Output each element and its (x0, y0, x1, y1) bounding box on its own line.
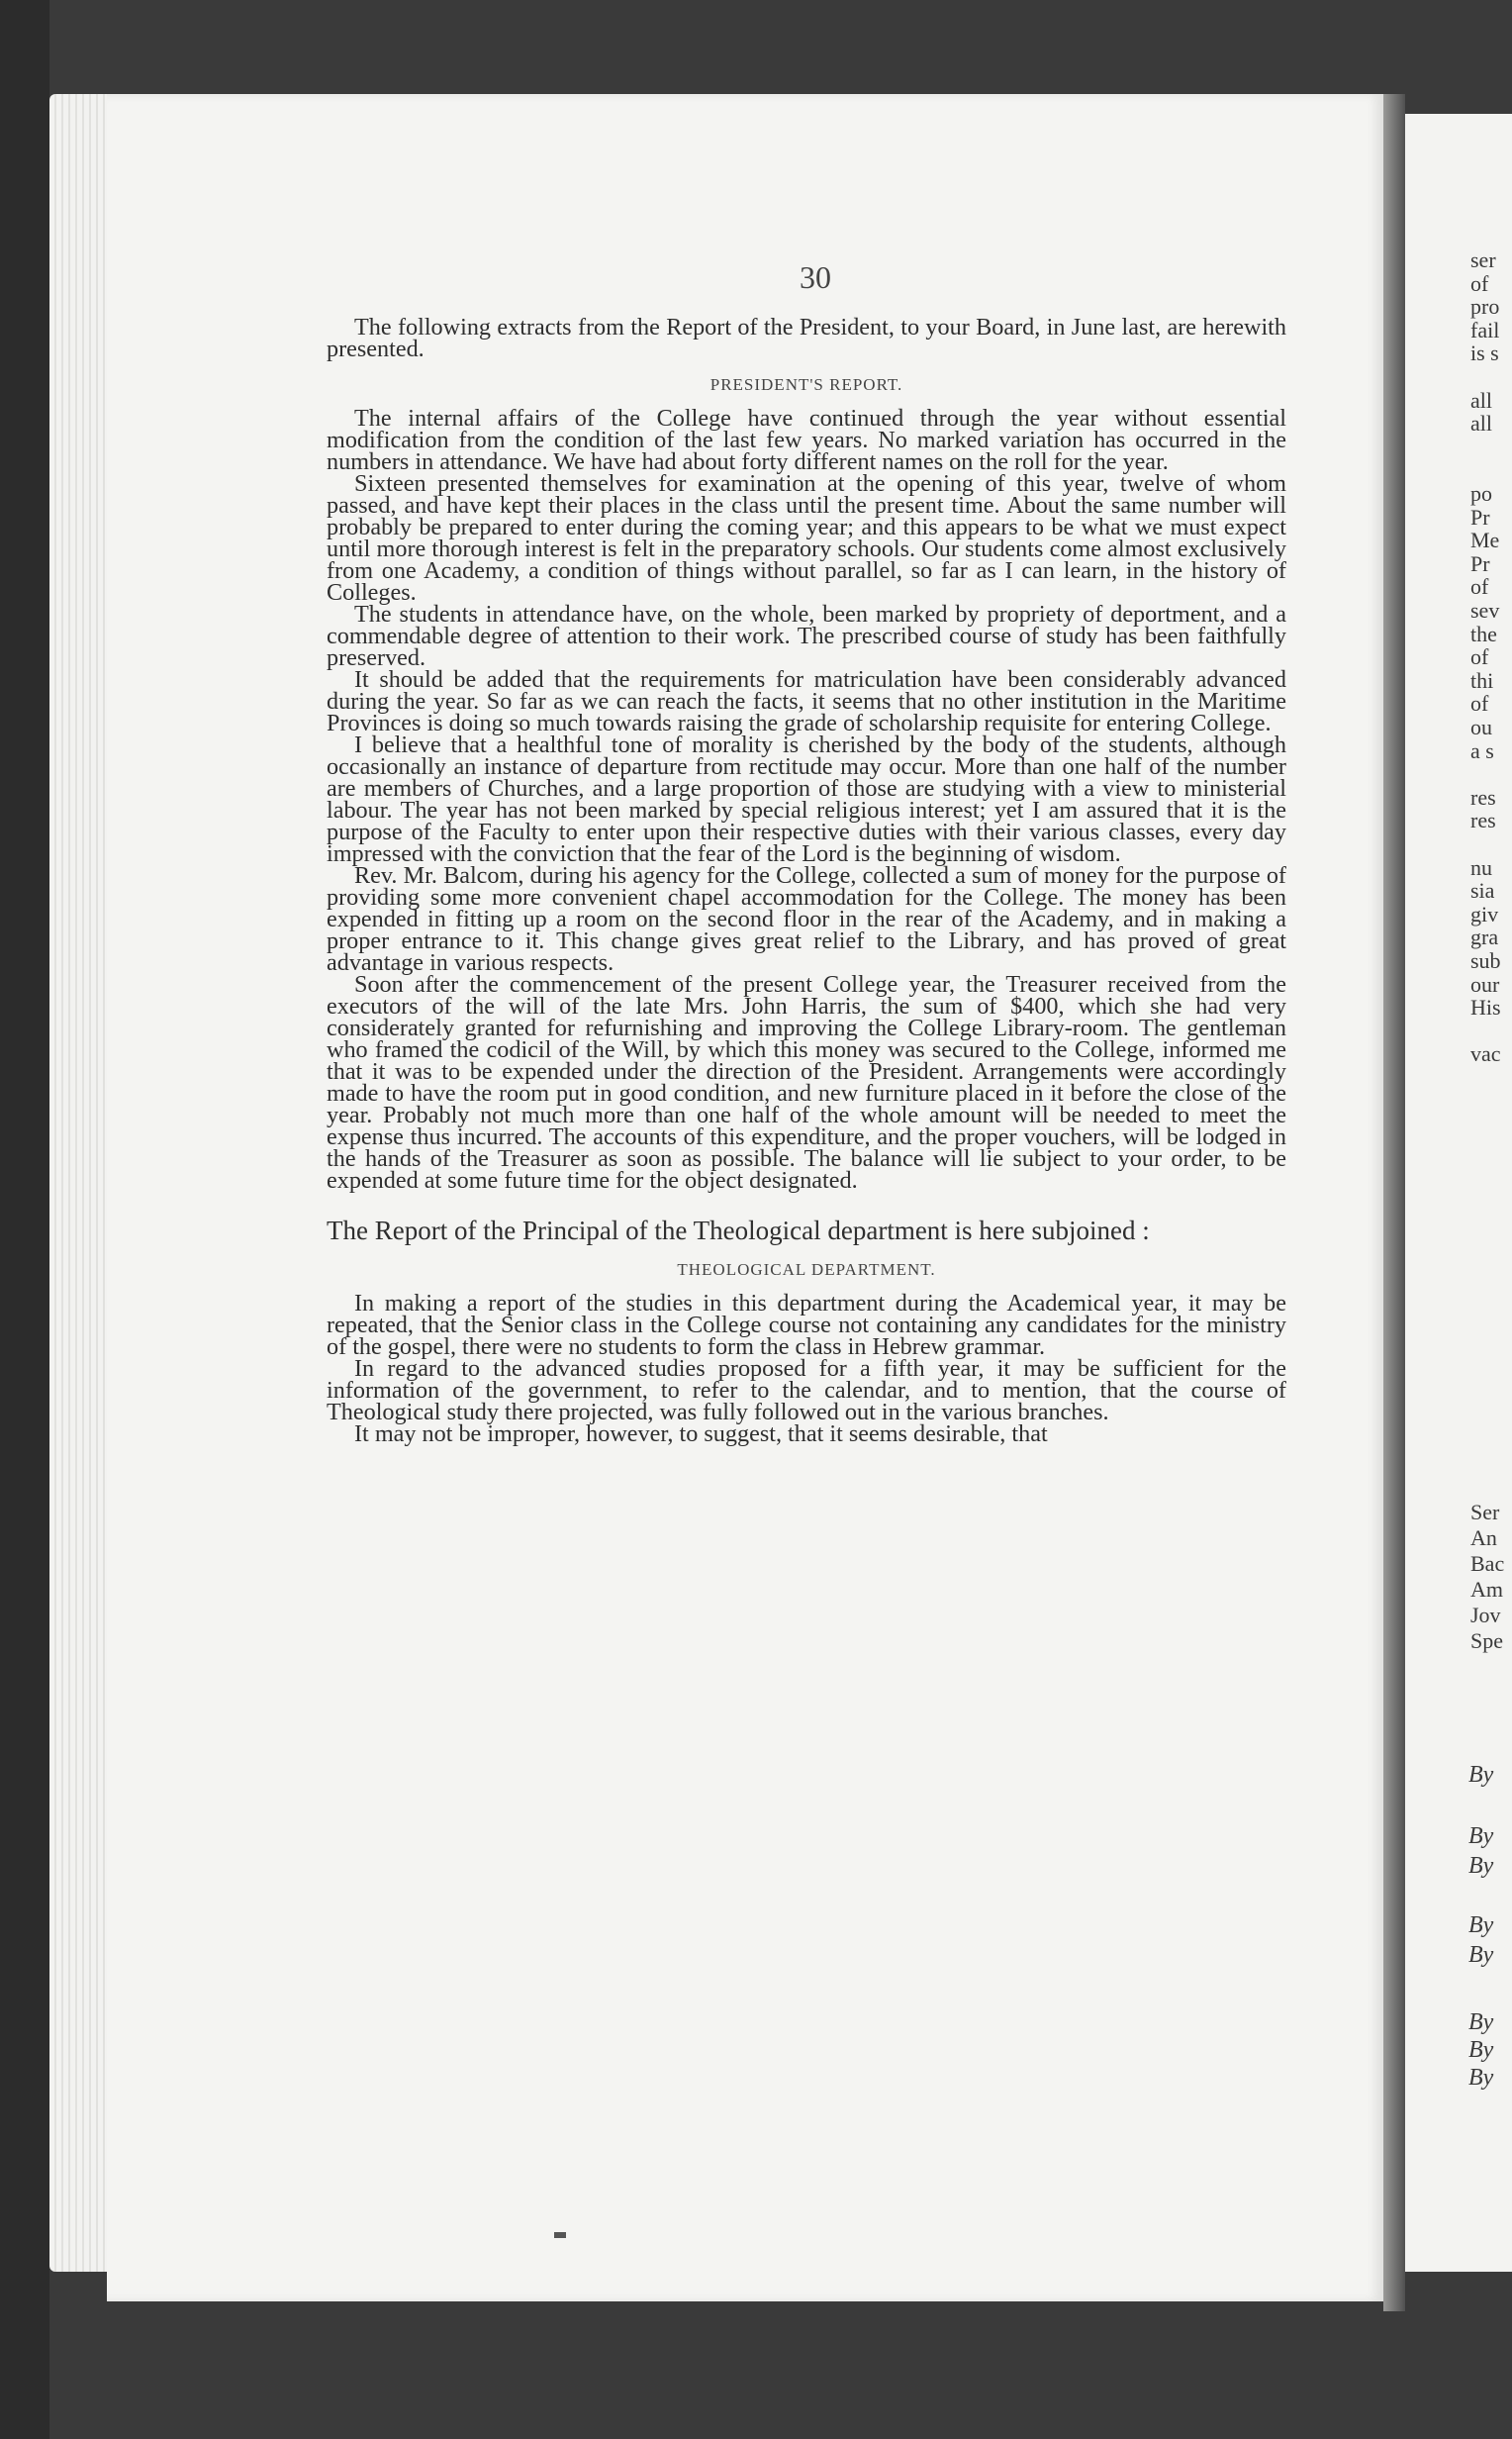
facing-page-by-entry: By (1468, 1762, 1494, 1788)
facing-page-by-entry: By (1468, 2065, 1494, 2091)
paragraph: In making a report of the studies in this department during the Academical year, it may be repeated, that the Senior class in the College course not containing any candidates for the ministry of the gospel, there were no students to form the class in Hebrew grammar. (327, 1290, 1286, 1360)
book-page-edges (49, 94, 109, 2272)
facing-page-fragment: thi (1470, 667, 1494, 693)
facing-page-fragment: pro (1470, 294, 1500, 320)
paragraph: It should be added that the requirements for matriculation have been considerably advanced during the year. So far as we can reach the facts, it seems that no other institution in the Maritime Provinces is doing so much towards raising the grade of scholarship requisite for entering College. (327, 666, 1286, 736)
paragraph: In regard to the advanced studies proposed for a fifth year, it may be sufficient for the information of the government, to refer to the calendar, and to mention, that the course of Theological study there projected, was fully followed out in the various branches. (327, 1355, 1286, 1425)
facing-page-by-entry: By (1468, 2009, 1494, 2035)
scan-background (0, 0, 49, 2439)
page-mark (554, 2232, 566, 2238)
facing-page-by-entry: By (1468, 1912, 1494, 1938)
paragraph: The internal affairs of the College have continued through the year without essential modification from the condition of the last few years. No marked variation has occurred in the numbers in attendance. We have had about forty different names on the roll for the year. (327, 405, 1286, 475)
facing-page-fragment: ser (1470, 247, 1496, 272)
paragraph: Sixteen presented themselves for examination at the opening of this year, twelve of whom passed, and have kept their places in the class until the present time. About the same number will probably be prepared to enter during the coming year; and this appears to be what we must expect until more thorough interest is felt in the preparatory schools. Our students come almost exclusively from one Academy, a condition of things without parallel, so far as I can learn, in the history of Colleges. (327, 470, 1286, 606)
facing-page-fragment: Pr (1470, 550, 1490, 576)
facing-page-fragment: all (1470, 387, 1492, 413)
facing-page (1405, 114, 1512, 2272)
paragraph: The students in attendance have, on the whole, been marked by propriety of deportment, and a commendable degree of attention to their work. The prescribed course of study has been faithfully preserved. (327, 601, 1286, 671)
facing-page-fragment: His (1470, 995, 1501, 1021)
facing-page-by-entry: By (1468, 1823, 1494, 1849)
facing-page-fragment: all (1470, 411, 1492, 437)
facing-page-fragment: vac (1470, 1041, 1501, 1067)
facing-page-fragment: is s (1470, 341, 1499, 366)
facing-page-fragment: a s (1470, 737, 1494, 763)
facing-page-fragment: sub (1470, 948, 1501, 973)
facing-page-list-item: Jov (1470, 1603, 1501, 1627)
facing-page-fragment: res (1470, 784, 1496, 810)
facing-page-fragment: gra (1470, 925, 1499, 950)
facing-page-fragment: of (1470, 644, 1489, 670)
paragraph: Soon after the commencement of the present College year, the Treasurer received from the executors of the will of the late Mrs. John Harris, the sum of $400, which she had very considerately granted for refurnishing and improving the College Library-room. The gentleman who framed the codicil of the Will, by which this money was secured to the College, informed me that it was to be expended under the direction of the President. Arrangements were accordingly made to have the room put in good condition, and new furniture placed in it before the close of the year. Probably not much more than one half of the whole amount will be needed to meet the expense thus incurred. The accounts of this expenditure, and the proper vouchers, will be lodged in the hands of the Treasurer as soon as possible. The balance will lie subject to your order, to be expended at some future time for the object designated. (327, 971, 1286, 1194)
facing-page-fragment: Pr (1470, 504, 1490, 530)
theological-department-heading: THEOLOGICAL DEPARTMENT. (677, 1260, 936, 1279)
facing-page-list-item: Bac (1470, 1551, 1505, 1576)
intro-paragraph: The following extracts from the Report of the President, to your Board, in June last, are herewith presented. (327, 314, 1286, 362)
facing-page-fragment: fail (1470, 317, 1500, 342)
facing-page-fragment: of (1470, 691, 1489, 717)
facing-page-fragment: of (1470, 574, 1489, 600)
facing-page-by-entry: By (1468, 1853, 1494, 1879)
paragraph: It may not be improper, however, to suggest, that it seems desirable, that (354, 1420, 1048, 1447)
book-gutter (1383, 94, 1405, 2311)
facing-page-fragment: of (1470, 270, 1489, 296)
facing-page-list-item: Am (1470, 1577, 1503, 1602)
facing-page-by-entry: By (1468, 2037, 1494, 2063)
paragraph: Rev. Mr. Balcom, during his agency for the College, collected a sum of money for the purpose of providing some more convenient chapel accommodation for the College. The money has been expended in fitting up a room on the second floor in the rear of the Academy, and in making a proper entrance to it. This change gives great relief to the Library, and has proved of great advantage in various respects. (327, 862, 1286, 976)
paragraph: I believe that a healthful tone of morality is cherished by the body of the students, although occasionally an instance of departure from rectitude may occur. More than one half of the number are members of Churches, and a large proportion of those are studying with a view to ministerial labour. The year has not been marked by special religious interest; yet I am assured that it is the purpose of the Faculty to enter upon their respective duties with their various classes, every day impressed with the conviction that the fear of the Lord is the beginning of wisdom. (327, 732, 1286, 867)
facing-page-fragment: res (1470, 808, 1496, 833)
facing-page-fragment: sia (1470, 878, 1495, 904)
facing-page-list-item: An (1470, 1525, 1497, 1550)
page-number: 30 (800, 259, 831, 295)
facing-page-fragment: po (1470, 481, 1492, 506)
facing-page-fragment: giv (1470, 901, 1499, 927)
facing-page-fragment: our (1470, 971, 1500, 997)
facing-page-list-item: Ser (1470, 1500, 1500, 1524)
facing-page-fragment: Me (1470, 528, 1500, 553)
presidents-report-heading: PRESIDENT'S REPORT. (709, 375, 903, 394)
facing-page-fragment: sev (1470, 598, 1500, 623)
facing-page-by-entry: By (1468, 1942, 1494, 1968)
facing-page-fragment: ou (1470, 715, 1492, 739)
page-text (327, 314, 1286, 1447)
theological-intro: The Report of the Principal of the Theological department is here subjoined : (327, 1216, 1150, 1245)
facing-page-fragment: nu (1470, 854, 1492, 880)
facing-page-fragment: the (1470, 621, 1497, 646)
facing-page-list-item: Spe (1470, 1628, 1503, 1653)
